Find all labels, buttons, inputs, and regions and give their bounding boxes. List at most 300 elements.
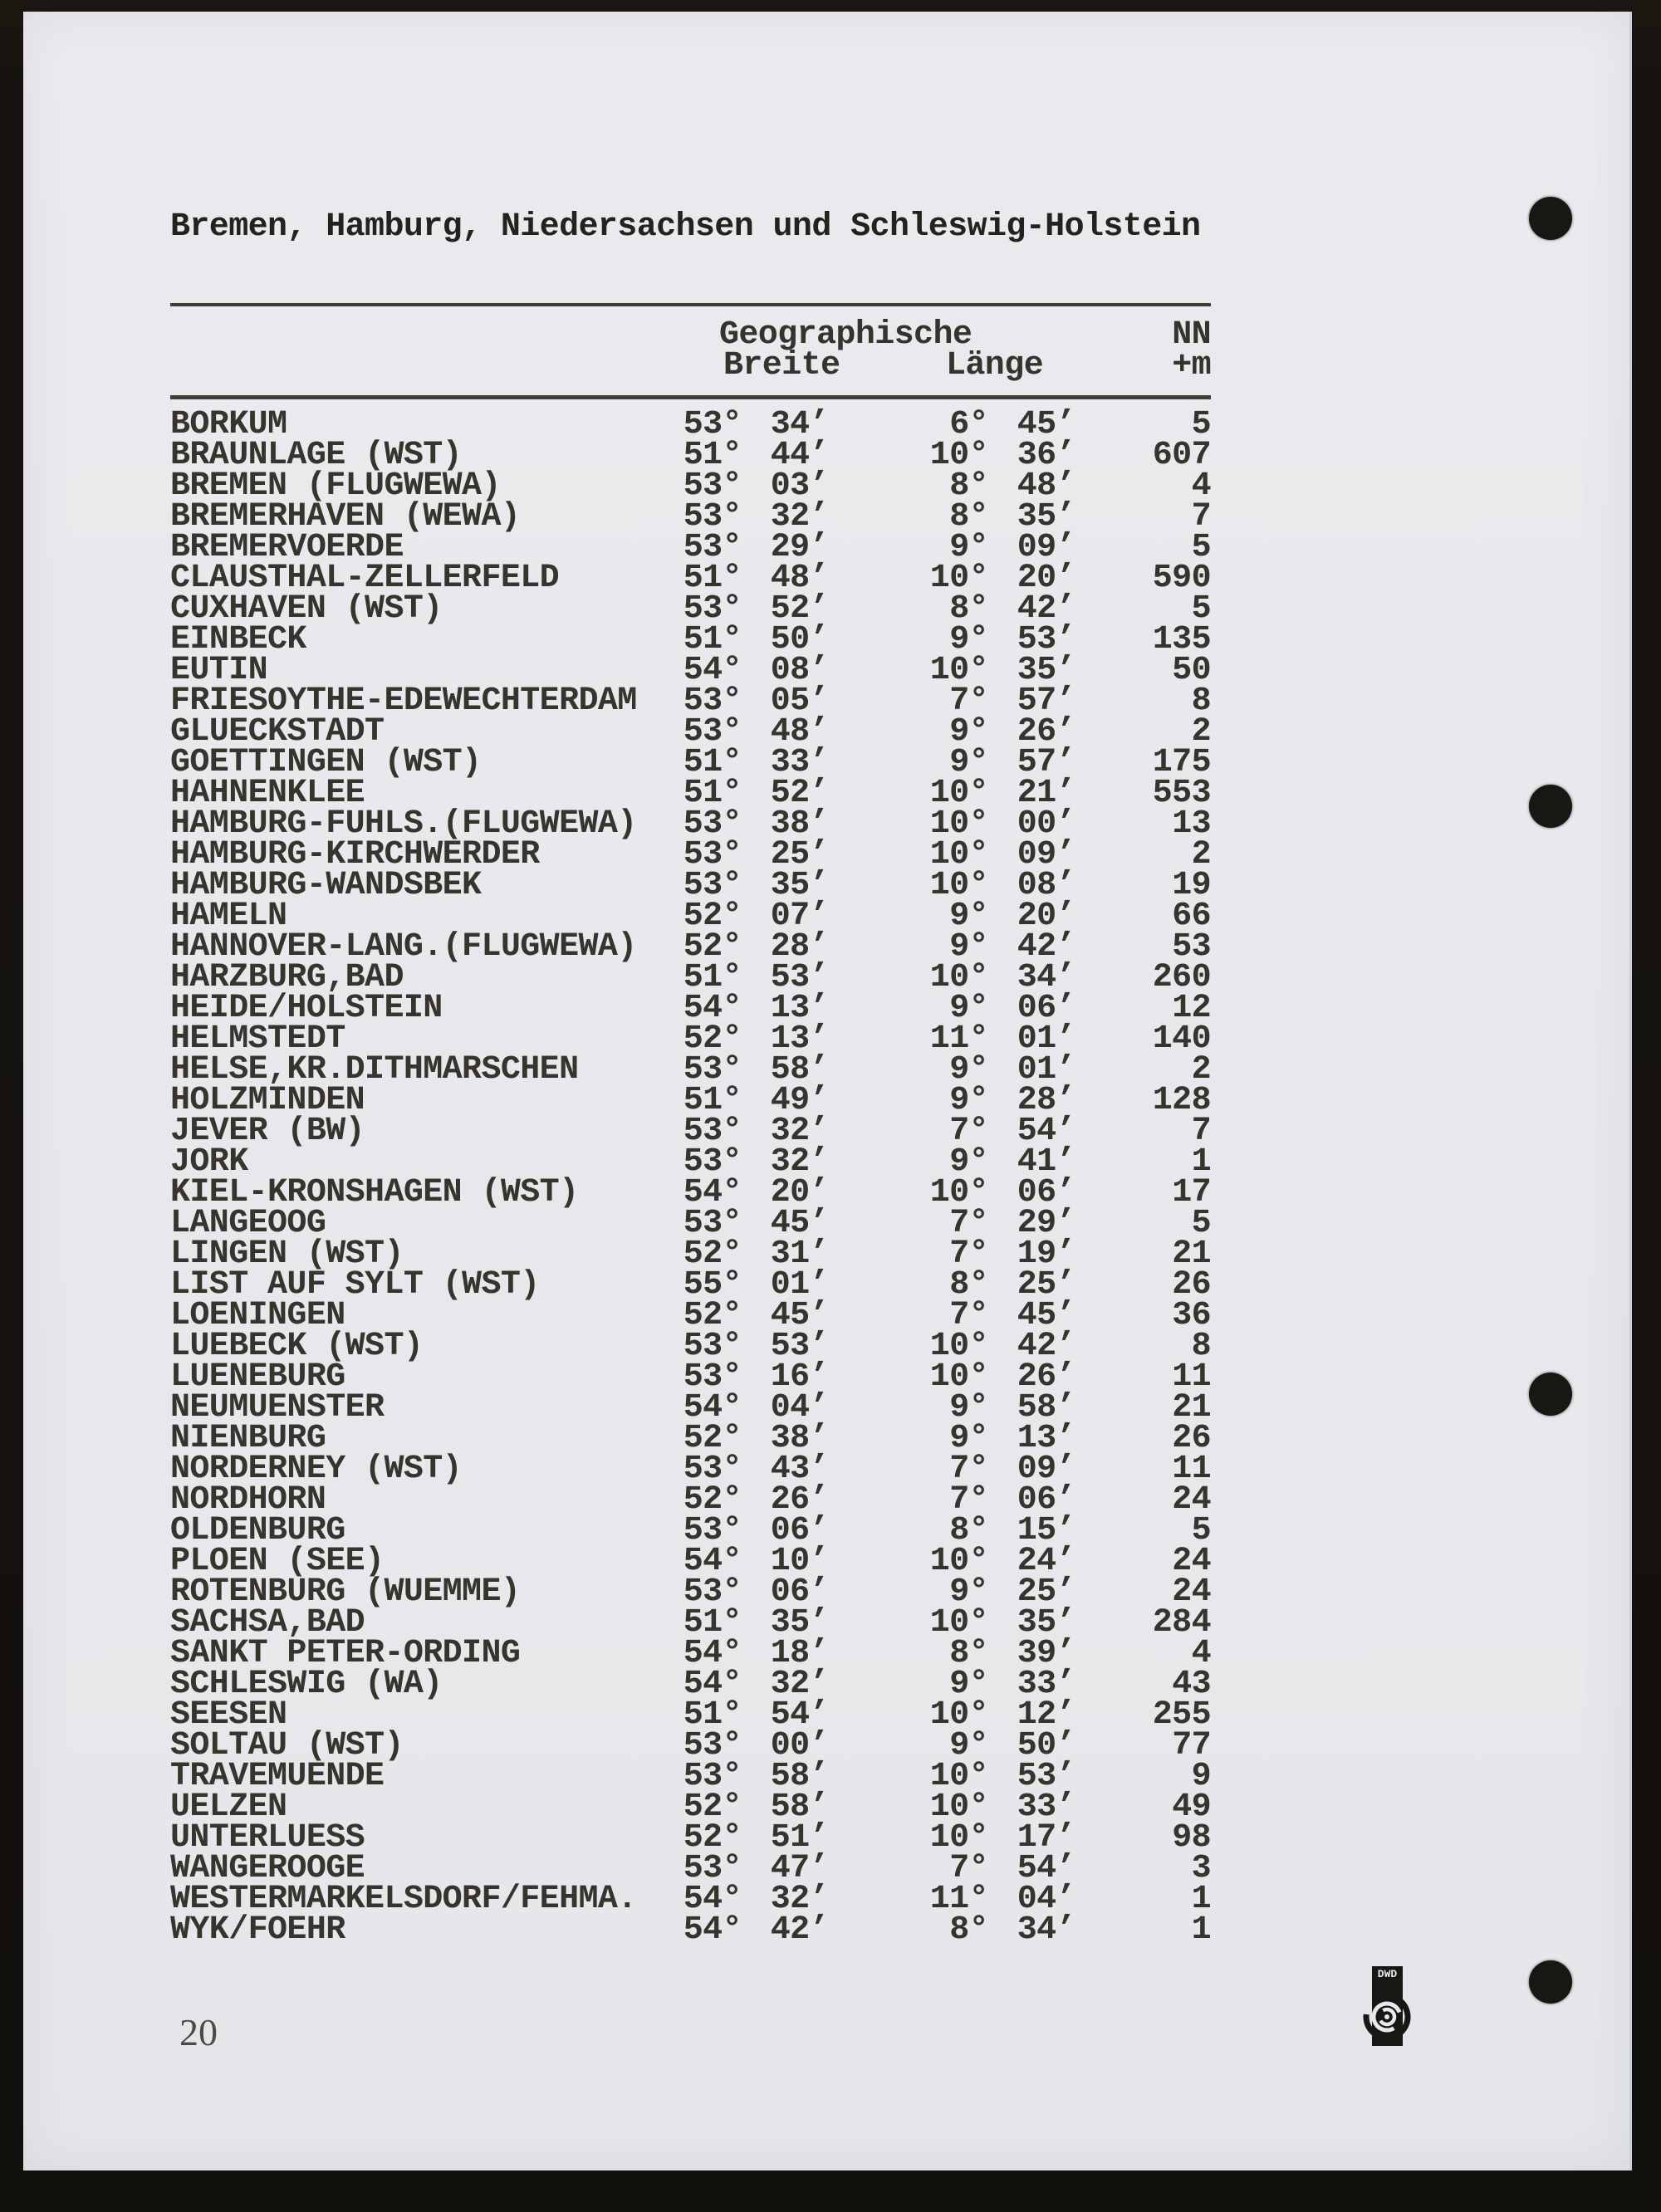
longitude-minutes: 15’ [1017,1512,1075,1549]
latitude-minutes: 10’ [770,1543,829,1580]
latitude-degrees: 53° [683,590,742,628]
station-name: HEIDE/HOLSTEIN [170,990,443,1027]
station-name: SCHLESWIG (WA) [170,1666,443,1703]
table-row [170,898,1211,935]
latitude-degrees: 54° [683,1881,742,1918]
longitude-degrees: 8° [949,498,988,536]
latitude-minutes: 25’ [770,836,829,874]
latitude-degrees: 54° [683,990,742,1027]
page-title: Bremen, Hamburg, Niedersachsen und Schleswig-Holstein [170,208,1201,246]
elevation: 7 [1191,1113,1211,1150]
longitude-degrees: 10° [929,1696,988,1734]
station-name: GOETTINGEN (WST) [170,744,482,781]
latitude-degrees: 53° [683,805,742,843]
table-row [170,867,1211,904]
longitude-minutes: 54’ [1017,1113,1075,1150]
latitude-minutes: 32’ [770,1113,829,1150]
longitude-minutes: 13’ [1017,1420,1075,1457]
longitude-degrees: 10° [929,1328,988,1365]
table-row [170,1236,1211,1273]
table-row [170,775,1211,812]
longitude-degrees: 9° [949,713,988,751]
table-row [170,1819,1211,1857]
table-row [170,1451,1211,1488]
latitude-minutes: 13’ [770,990,829,1027]
elevation: 128 [1152,1082,1211,1119]
station-name: HAHNENKLEE [170,775,365,812]
longitude-minutes: 06’ [1017,1174,1075,1211]
longitude-minutes: 42’ [1017,1328,1075,1365]
latitude-degrees: 52° [683,898,742,935]
table-row [170,1420,1211,1457]
longitude-degrees: 8° [949,1911,988,1949]
latitude-degrees: 51° [683,744,742,781]
latitude-degrees: 52° [683,1236,742,1273]
table-row [170,1481,1211,1519]
header-laenge: Länge [946,347,1044,384]
longitude-degrees: 6° [949,406,988,443]
longitude-minutes: 35’ [1017,498,1075,536]
punch-hole [1529,1373,1572,1416]
longitude-degrees: 10° [929,652,988,689]
station-name: CLAUSTHAL-ZELLERFELD [170,560,560,597]
elevation: 4 [1191,467,1211,505]
station-name: BRAUNLAGE (WST) [170,437,463,474]
table-row [170,1666,1211,1703]
longitude-minutes: 24’ [1017,1543,1075,1580]
latitude-minutes: 01’ [770,1266,829,1304]
latitude-degrees: 51° [683,1082,742,1119]
station-name: SANKT PETER-ORDING [170,1635,521,1672]
elevation: 13 [1172,805,1211,843]
longitude-minutes: 36’ [1017,437,1075,474]
table-row [170,683,1211,720]
station-name: CUXHAVEN (WST) [170,590,443,628]
table-row [170,1143,1211,1181]
latitude-minutes: 35’ [770,1604,829,1642]
longitude-minutes: 39’ [1017,1635,1075,1672]
table-row [170,652,1211,689]
longitude-degrees: 9° [949,1082,988,1119]
station-name: LIST AUF SYLT (WST) [170,1266,540,1304]
table-row [170,498,1211,536]
elevation: 24 [1172,1573,1211,1611]
latitude-degrees: 53° [683,1113,742,1150]
longitude-minutes: 09’ [1017,529,1075,566]
station-name: SEESEN [170,1696,287,1734]
elevation: 11 [1172,1451,1211,1488]
latitude-degrees: 52° [683,1819,742,1857]
table-row [170,1635,1211,1672]
elevation: 590 [1152,560,1211,597]
latitude-degrees: 53° [683,1512,742,1549]
table-row [170,805,1211,843]
latitude-degrees: 53° [683,683,742,720]
table-row [170,1727,1211,1764]
elevation: 4 [1191,1635,1211,1672]
elevation: 24 [1172,1481,1211,1519]
longitude-minutes: 41’ [1017,1143,1075,1181]
longitude-degrees: 9° [949,621,988,658]
latitude-degrees: 51° [683,775,742,812]
latitude-minutes: 32’ [770,1143,829,1181]
longitude-minutes: 20’ [1017,898,1075,935]
latitude-degrees: 52° [683,1020,742,1058]
longitude-minutes: 34’ [1017,959,1075,996]
longitude-minutes: 35’ [1017,652,1075,689]
latitude-minutes: 50’ [770,621,829,658]
longitude-degrees: 10° [929,1174,988,1211]
longitude-minutes: 06’ [1017,1481,1075,1519]
longitude-degrees: 10° [929,1758,988,1795]
station-name: LINGEN (WST) [170,1236,404,1273]
longitude-minutes: 01’ [1017,1020,1075,1058]
station-name: JEVER (BW) [170,1113,365,1150]
longitude-minutes: 09’ [1017,1451,1075,1488]
latitude-minutes: 33’ [770,744,829,781]
latitude-minutes: 32’ [770,498,829,536]
horizontal-rule-header [170,395,1211,399]
longitude-degrees: 9° [949,1420,988,1457]
station-name: NORDERNEY (WST) [170,1451,463,1488]
latitude-degrees: 53° [683,1051,742,1089]
longitude-degrees: 8° [949,1512,988,1549]
longitude-minutes: 53’ [1017,1758,1075,1795]
station-name: WANGEROOGE [170,1850,365,1887]
latitude-minutes: 05’ [770,683,829,720]
longitude-minutes: 54’ [1017,1850,1075,1887]
latitude-minutes: 47’ [770,1850,829,1887]
table-row [170,928,1211,966]
longitude-minutes: 26’ [1017,713,1075,751]
elevation: 255 [1152,1696,1211,1734]
longitude-degrees: 11° [929,1881,988,1918]
latitude-degrees: 53° [683,467,742,505]
longitude-minutes: 57’ [1017,744,1075,781]
header-nn: NN [1172,316,1211,354]
table-row [170,1696,1211,1734]
table-row [170,621,1211,658]
latitude-degrees: 54° [683,1666,742,1703]
latitude-degrees: 51° [683,560,742,597]
latitude-degrees: 53° [683,1328,742,1365]
longitude-minutes: 42’ [1017,590,1075,628]
document-page [23,12,1632,2170]
table-row [170,1051,1211,1089]
latitude-minutes: 43’ [770,1451,829,1488]
elevation: 77 [1172,1727,1211,1764]
station-table [170,406,1211,1949]
longitude-minutes: 00’ [1017,805,1075,843]
table-row [170,1911,1211,1949]
latitude-degrees: 52° [683,1789,742,1826]
table-row [170,1789,1211,1826]
station-name: WYK/FOEHR [170,1911,345,1949]
longitude-degrees: 10° [929,560,988,597]
station-name: UNTERLUESS [170,1819,365,1857]
latitude-degrees: 53° [683,529,742,566]
latitude-degrees: 53° [683,1850,742,1887]
table-row [170,1328,1211,1365]
elevation: 140 [1152,1020,1211,1058]
table-row [170,1573,1211,1611]
elevation: 2 [1191,1051,1211,1089]
longitude-degrees: 9° [949,1051,988,1089]
station-name: GLUECKSTADT [170,713,385,751]
station-name: NIENBURG [170,1420,326,1457]
longitude-degrees: 9° [949,928,988,966]
longitude-degrees: 9° [949,1727,988,1764]
longitude-degrees: 10° [929,1789,988,1826]
longitude-degrees: 9° [949,529,988,566]
elevation: 2 [1191,713,1211,751]
latitude-degrees: 55° [683,1266,742,1304]
latitude-degrees: 52° [683,1420,742,1457]
latitude-degrees: 52° [683,1297,742,1334]
latitude-minutes: 52’ [770,775,829,812]
table-row [170,1512,1211,1549]
longitude-minutes: 08’ [1017,867,1075,904]
longitude-degrees: 7° [949,1297,988,1334]
latitude-minutes: 48’ [770,560,829,597]
latitude-degrees: 54° [683,652,742,689]
longitude-degrees: 7° [949,1481,988,1519]
station-name: EINBECK [170,621,306,658]
longitude-minutes: 25’ [1017,1266,1075,1304]
elevation: 43 [1172,1666,1211,1703]
longitude-degrees: 11° [929,1020,988,1058]
longitude-minutes: 20’ [1017,560,1075,597]
station-name: SACHSA,BAD [170,1604,365,1642]
table-row [170,406,1211,443]
latitude-degrees: 54° [683,1635,742,1672]
latitude-minutes: 32’ [770,1666,829,1703]
latitude-degrees: 54° [683,1389,742,1427]
table-header-line-1 [170,316,1211,354]
station-name: HAMBURG-FUHLS.(FLUGWEWA) [170,805,637,843]
longitude-degrees: 8° [949,1635,988,1672]
longitude-degrees: 10° [929,959,988,996]
latitude-degrees: 53° [683,1451,742,1488]
page-number: 20 [179,2011,218,2053]
longitude-minutes: 04’ [1017,1881,1075,1918]
latitude-degrees: 53° [683,1143,742,1181]
elevation: 1 [1191,1911,1211,1949]
station-name: LUENEBURG [170,1358,345,1396]
longitude-degrees: 9° [949,1666,988,1703]
longitude-degrees: 7° [949,1113,988,1150]
table-row [170,959,1211,996]
header-breite: Breite [723,347,840,384]
latitude-minutes: 07’ [770,898,829,935]
table-row [170,1543,1211,1580]
elevation: 11 [1172,1358,1211,1396]
elevation: 175 [1152,744,1211,781]
horizontal-rule-top [170,303,1211,306]
latitude-degrees: 53° [683,836,742,874]
elevation: 5 [1191,1205,1211,1242]
longitude-degrees: 7° [949,1205,988,1242]
longitude-minutes: 12’ [1017,1696,1075,1734]
station-name: HANNOVER-LANG.(FLUGWEWA) [170,928,637,966]
station-name: NEUMUENSTER [170,1389,385,1427]
longitude-minutes: 48’ [1017,467,1075,505]
elevation: 284 [1152,1604,1211,1642]
punch-hole [1529,785,1572,828]
longitude-degrees: 9° [949,898,988,935]
latitude-minutes: 20’ [770,1174,829,1211]
latitude-degrees: 51° [683,1696,742,1734]
elevation: 49 [1172,1789,1211,1826]
longitude-degrees: 9° [949,990,988,1027]
longitude-degrees: 9° [949,1143,988,1181]
latitude-minutes: 13’ [770,1020,829,1058]
table-row [170,529,1211,566]
elevation: 8 [1191,683,1211,720]
latitude-minutes: 45’ [770,1297,829,1334]
station-name: PLOEN (SEE) [170,1543,385,1580]
latitude-minutes: 29’ [770,529,829,566]
station-name: HAMELN [170,898,287,935]
table-row [170,713,1211,751]
elevation: 1 [1191,1143,1211,1181]
elevation: 7 [1191,498,1211,536]
latitude-degrees: 51° [683,437,742,474]
elevation: 19 [1172,867,1211,904]
longitude-minutes: 21’ [1017,775,1075,812]
latitude-minutes: 58’ [770,1789,829,1826]
station-name: LOENINGEN [170,1297,345,1334]
longitude-degrees: 10° [929,1819,988,1857]
latitude-degrees: 53° [683,1205,742,1242]
elevation: 24 [1172,1543,1211,1580]
latitude-minutes: 03’ [770,467,829,505]
longitude-degrees: 9° [949,744,988,781]
table-row [170,1358,1211,1396]
table-row [170,1174,1211,1211]
station-name: TRAVEMUENDE [170,1758,385,1795]
latitude-degrees: 53° [683,1573,742,1611]
latitude-minutes: 38’ [770,1420,829,1457]
longitude-degrees: 8° [949,1266,988,1304]
longitude-minutes: 53’ [1017,621,1075,658]
latitude-minutes: 45’ [770,1205,829,1242]
station-name: SOLTAU (WST) [170,1727,404,1764]
station-name: OLDENBURG [170,1512,345,1549]
longitude-minutes: 06’ [1017,990,1075,1027]
station-name: BORKUM [170,406,287,443]
punch-hole [1529,197,1572,240]
elevation: 17 [1172,1174,1211,1211]
station-name: BREMEN (FLUGWEWA) [170,467,501,505]
station-name: UELZEN [170,1789,287,1826]
longitude-degrees: 7° [949,1850,988,1887]
latitude-degrees: 53° [683,1358,742,1396]
table-row [170,560,1211,597]
elevation: 12 [1172,990,1211,1027]
table-row [170,437,1211,474]
latitude-degrees: 54° [683,1174,742,1211]
latitude-minutes: 58’ [770,1051,829,1089]
station-name: KIEL-KRONSHAGEN (WST) [170,1174,579,1211]
longitude-minutes: 19’ [1017,1236,1075,1273]
latitude-minutes: 48’ [770,713,829,751]
table-row [170,990,1211,1027]
latitude-minutes: 16’ [770,1358,829,1396]
latitude-minutes: 44’ [770,437,829,474]
station-name: EUTIN [170,652,268,689]
elevation: 260 [1152,959,1211,996]
table-row [170,1205,1211,1242]
elevation: 607 [1152,437,1211,474]
station-name: HARZBURG,BAD [170,959,404,996]
table-row [170,1113,1211,1150]
station-name: FRIESOYTHE-EDEWECHTERDAM [170,683,637,720]
latitude-minutes: 54’ [770,1696,829,1734]
latitude-minutes: 00’ [770,1727,829,1764]
table-row [170,1082,1211,1119]
longitude-minutes: 33’ [1017,1666,1075,1703]
table-row [170,744,1211,781]
longitude-minutes: 35’ [1017,1604,1075,1642]
station-name: LUEBECK (WST) [170,1328,424,1365]
latitude-minutes: 34’ [770,406,829,443]
elevation: 50 [1172,652,1211,689]
latitude-minutes: 08’ [770,652,829,689]
elevation: 53 [1172,928,1211,966]
elevation: 8 [1191,1328,1211,1365]
longitude-minutes: 01’ [1017,1051,1075,1089]
longitude-minutes: 45’ [1017,406,1075,443]
elevation: 553 [1152,775,1211,812]
longitude-degrees: 10° [929,867,988,904]
longitude-degrees: 8° [949,590,988,628]
longitude-degrees: 10° [929,836,988,874]
table-row [170,1850,1211,1887]
longitude-degrees: 7° [949,1236,988,1273]
latitude-degrees: 51° [683,1604,742,1642]
latitude-minutes: 38’ [770,805,829,843]
latitude-minutes: 04’ [770,1389,829,1427]
latitude-degrees: 53° [683,498,742,536]
table-row [170,1389,1211,1427]
table-row [170,1020,1211,1058]
elevation: 5 [1191,529,1211,566]
latitude-minutes: 31’ [770,1236,829,1273]
elevation: 26 [1172,1266,1211,1304]
latitude-minutes: 53’ [770,959,829,996]
latitude-degrees: 54° [683,1543,742,1580]
longitude-minutes: 28’ [1017,1082,1075,1119]
longitude-minutes: 09’ [1017,836,1075,874]
latitude-minutes: 06’ [770,1573,829,1611]
longitude-minutes: 26’ [1017,1358,1075,1396]
dwd-logo-label: DWD [1377,1968,1398,1980]
station-name: WESTERMARKELSDORF/FEHMA. [170,1881,637,1918]
table-row [170,1881,1211,1918]
latitude-degrees: 53° [683,713,742,751]
table-row [170,836,1211,874]
station-name: BREMERVOERDE [170,529,404,566]
latitude-degrees: 53° [683,406,742,443]
table-row [170,1758,1211,1795]
latitude-minutes: 35’ [770,867,829,904]
elevation: 21 [1172,1236,1211,1273]
longitude-minutes: 42’ [1017,928,1075,966]
latitude-degrees: 53° [683,1727,742,1764]
longitude-minutes: 58’ [1017,1389,1075,1427]
latitude-minutes: 42’ [770,1911,829,1949]
